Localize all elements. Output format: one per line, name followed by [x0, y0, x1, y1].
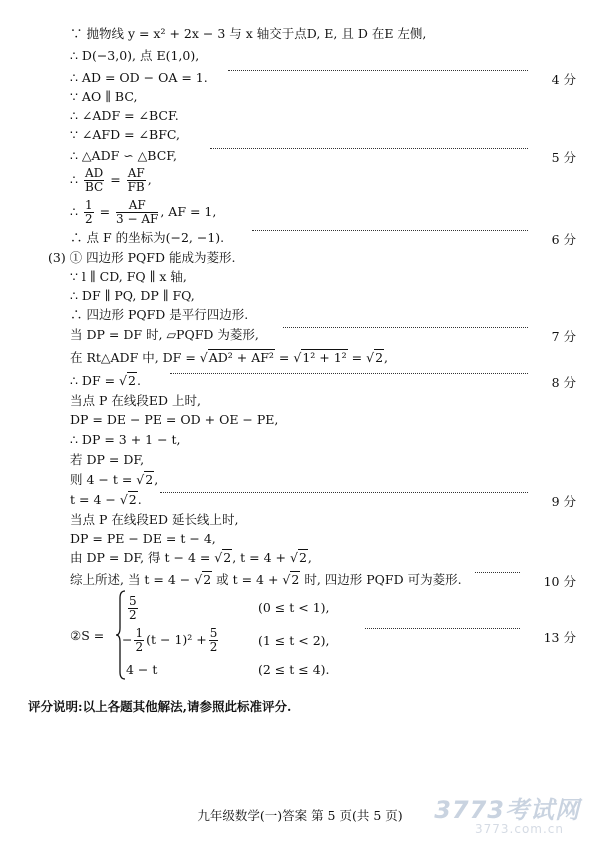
- fraction: $\frac{5}{2}$: [129, 594, 137, 622]
- dotted-leader: [475, 572, 520, 573]
- dotted-leader: [252, 230, 528, 231]
- line-ad: ∴ AD = OD − OA = 1.: [70, 70, 208, 85]
- watermark-logo: 3773考试网: [434, 796, 580, 824]
- line-parabola: ∵ 抛物线 y = x² + 2x − 3 与 x 轴交于点D, E, 且 D 在E 左侧,: [70, 26, 427, 41]
- piece-3: 4 − t: [126, 662, 158, 677]
- score-4: 4 分: [551, 72, 576, 87]
- line-ao-bc: ∵ AO ∥ BC,: [70, 89, 138, 104]
- dotted-leader: [170, 373, 528, 374]
- line-points: ∴ D(−3,0), 点 E(1,0),: [70, 48, 200, 63]
- line-f-coord: ∴ 点 F 的坐标为(−2, −1).: [70, 230, 225, 245]
- line-df-result: ∴ DF = √2.: [70, 373, 141, 388]
- line-t-value2: 由 DP = DF, 得 t − 4 = √2, t = 4 + √2,: [70, 550, 312, 565]
- grading-note: 评分说明:以上各题其他解法,请参照此标准评分.: [28, 699, 292, 714]
- fraction: $\frac{AF}{FB}$: [127, 166, 145, 194]
- piece-1: [126, 594, 140, 622]
- line-rhombus-cond: 当 DP = DF 时, ▱PQFD 为菱形,: [70, 327, 259, 342]
- dotted-leader: [228, 70, 528, 71]
- fraction: $\frac{1}{2}$: [84, 198, 93, 226]
- piece-1-cond: (0 ≤ t < 1),: [258, 600, 330, 615]
- page-footer: 九年级数学(一)答案 第 5 页(共 5 页): [197, 808, 403, 823]
- line-parallelogram: ∴ 四边形 PQFD 是平行四边形.: [70, 307, 249, 322]
- line-similar: ∴ △ADF ∽ △BCF,: [70, 148, 177, 163]
- piece-2: − $\frac{1}{2}$ (t − 1)² + $\frac{5}{2}$: [122, 626, 218, 654]
- piece-2-cond: (1 ≤ t < 2),: [258, 633, 330, 648]
- line-angle-adf: ∴ ∠ADF = ∠BCF.: [70, 108, 179, 123]
- score-8: 8 分: [551, 375, 576, 390]
- score-13: 13 分: [543, 630, 576, 645]
- line-then: 则 4 − t = √2,: [70, 472, 159, 487]
- score-5: 5 分: [551, 150, 576, 165]
- line-parallel-l: ∵ l ∥ CD, FQ ∥ x 轴,: [70, 269, 187, 284]
- dotted-leader: [365, 628, 520, 629]
- line-af-value: ∴ $\frac{1}{2}$ = $\frac{AF}{3 - AF}$ , AF = 1,: [70, 198, 217, 226]
- line-part3: (3) ① 四边形 PQFD 能成为菱形.: [48, 250, 236, 265]
- line-ratio: ∴ $\frac{AD}{BC}$ = $\frac{AF}{FB}$ ,: [70, 166, 152, 194]
- line-case-segment: 当点 P 在线段ED 上时,: [70, 393, 201, 408]
- line-t-value1: t = 4 − √2.: [70, 492, 142, 507]
- line-parallel-df: ∴ DF ∥ PQ, DP ∥ FQ,: [70, 288, 195, 303]
- line-summary: 综上所述, 当 t = 4 − √2 或 t = 4 + √2 时, 四边形 PQFD 可为菱形.: [70, 572, 462, 587]
- score-10: 10 分: [543, 574, 576, 589]
- line-df-sqrt: 在 Rt△ADF 中, DF = √AD² + AF² = √1² + 1² = √2,: [70, 350, 389, 365]
- line-if: 若 DP = DF,: [70, 452, 145, 467]
- score-7: 7 分: [551, 329, 576, 344]
- watermark-url: 3773.com.cn: [475, 822, 564, 836]
- dotted-leader: [283, 327, 528, 328]
- score-9: 9 分: [551, 494, 576, 509]
- line-dp-t: ∴ DP = 3 + 1 − t,: [70, 432, 181, 447]
- fraction: $\frac{AD}{BC}$: [84, 166, 104, 194]
- fraction: $\frac{1}{2}$: [135, 626, 144, 654]
- line-case-extension: 当点 P 在线段ED 延长线上时,: [70, 512, 239, 527]
- piecewise-label: ②S =: [70, 628, 105, 643]
- fraction: $\frac{AF}{3 - AF}$: [116, 198, 159, 226]
- line-dp-ext: DP = PE − DE = t − 4,: [70, 531, 216, 546]
- score-6: 6 分: [551, 232, 576, 247]
- line-dp-expr: DP = DE − PE = OD + OE − PE,: [70, 412, 279, 427]
- fraction: $\frac{5}{2}$: [209, 626, 218, 654]
- dotted-leader: [210, 148, 528, 149]
- piece-3-cond: (2 ≤ t ≤ 4).: [258, 662, 330, 677]
- dotted-leader: [160, 492, 528, 493]
- line-angle-afd: ∵ ∠AFD = ∠BFC,: [70, 127, 180, 142]
